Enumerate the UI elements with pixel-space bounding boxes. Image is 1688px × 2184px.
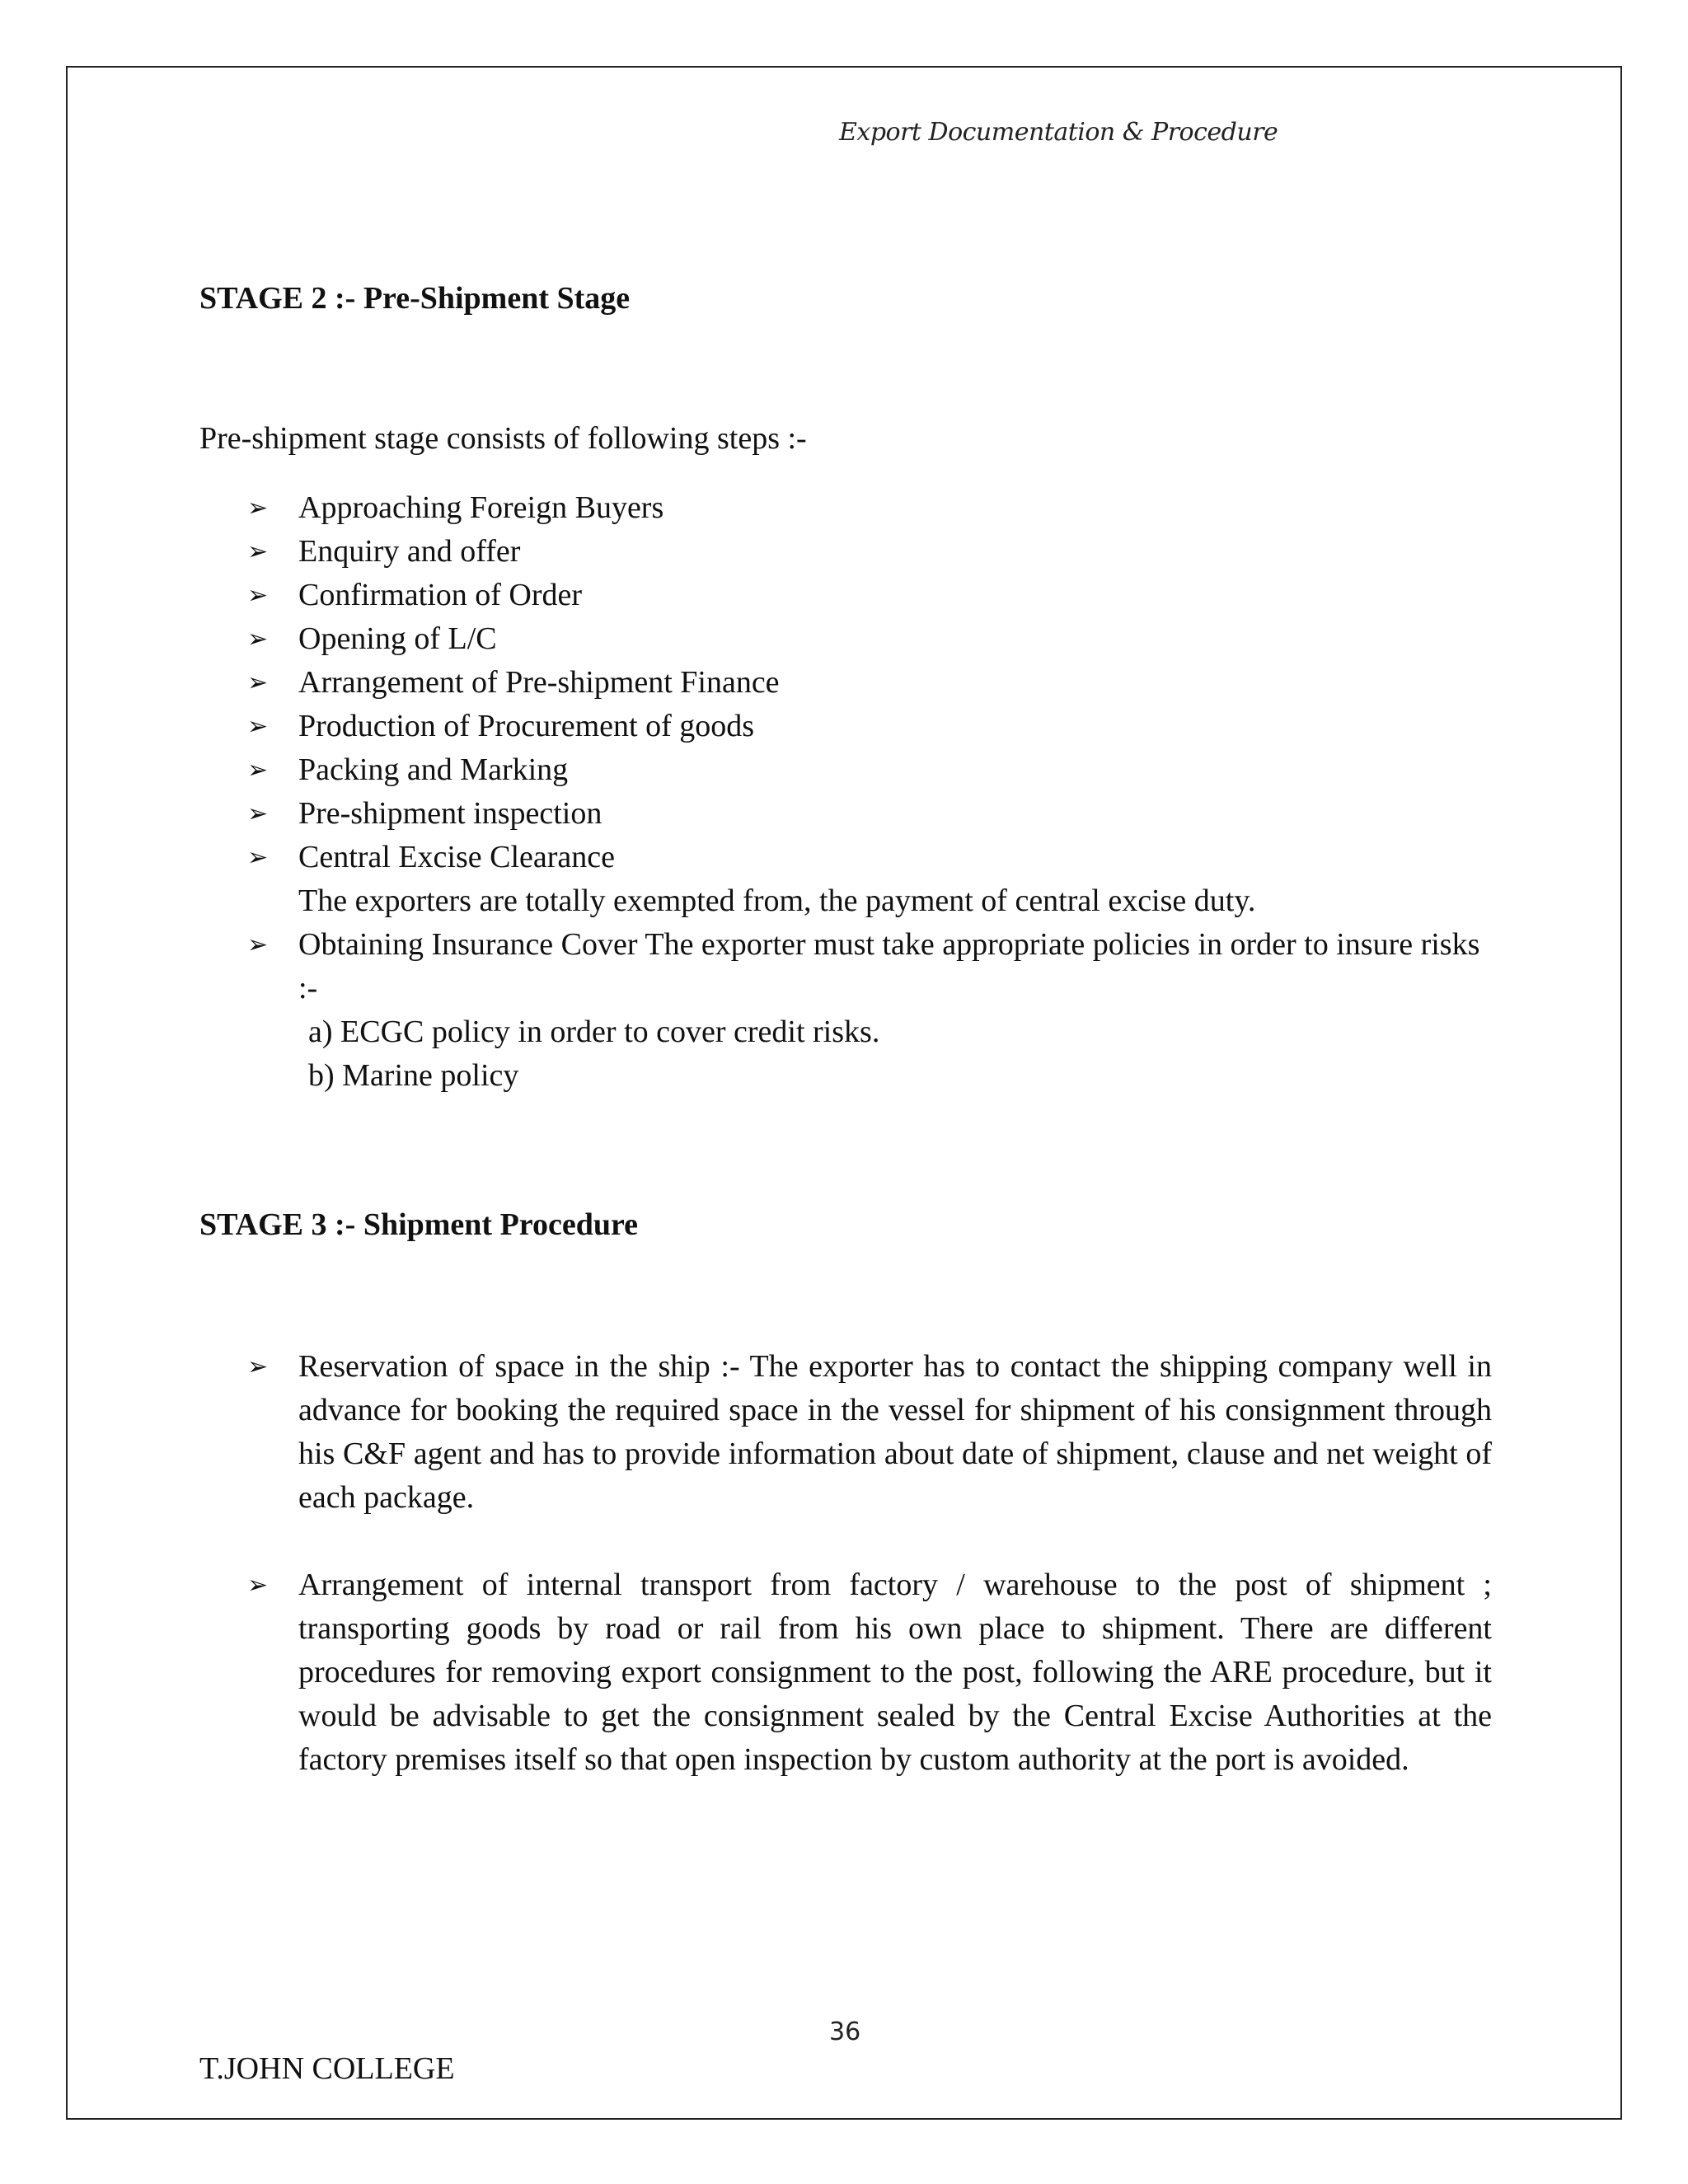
arrowhead-bullet-icon: ➢ — [247, 625, 269, 654]
list-item — [0, 530, 1492, 574]
arrowhead-bullet-icon: ➢ — [247, 1571, 269, 1600]
footer-institution: T.JOHN COLLEGE — [199, 2051, 455, 2086]
stage-3-heading: STAGE 3 :- Shipment Procedure — [199, 1207, 639, 1242]
list-item — [0, 1345, 1492, 1520]
list-item — [0, 574, 1492, 617]
arrowhead-bullet-icon: ➢ — [247, 537, 269, 566]
step-label: Central Excise Clearance — [298, 840, 616, 874]
arrowhead-bullet-icon: ➢ — [247, 1352, 269, 1381]
arrowhead-bullet-icon: ➢ — [247, 799, 269, 828]
stage-3-points-list — [0, 1345, 1492, 1782]
stage-2-steps-list — [0, 486, 1492, 1098]
step-label: Approaching Foreign Buyers — [298, 490, 664, 525]
step-label: Enquiry and offer — [298, 534, 521, 569]
shipment-point-text: Reservation of space in the ship :- The exporter has to contact the shipping company well in advance for booking the required space in the vessel for shipment of his consignment through his C&F agent and has to provide information about date of shipment, clause and net weight of each package. — [298, 1349, 1492, 1515]
step-label: Production of Procurement of goods — [298, 709, 755, 743]
arrowhead-bullet-icon: ➢ — [247, 756, 269, 785]
list-item — [0, 705, 1492, 748]
arrowhead-bullet-icon: ➢ — [247, 668, 269, 697]
arrowhead-bullet-icon: ➢ — [247, 712, 269, 741]
shipment-point-text: Arrangement of internal transport from factory / warehouse to the post of shipment ; transporting goods by road or rail from his own place to shipment. There are different procedures for removing export consignment to the post, following the ARE procedure, but it would be advisable to get the consignment sealed by the Central Excise Authorities at the factory premises itself so that open inspection by custom authority at the port is avoided. — [298, 1568, 1492, 1777]
insurance-text: Obtaining Insurance Cover The exporter must take appropriate policies in order to insure risks :- — [298, 927, 1480, 1005]
arrowhead-bullet-icon: ➢ — [247, 494, 269, 523]
running-header: Export Documentation & Procedure — [839, 118, 1278, 147]
excise-note: The exporters are totally exempted from, the payment of central excise duty. — [298, 883, 1256, 918]
step-label: Arrangement of Pre-shipment Finance — [298, 665, 780, 700]
list-item — [0, 486, 1492, 530]
arrowhead-bullet-icon: ➢ — [247, 843, 269, 872]
list-item — [0, 836, 1492, 923]
step-label: Opening of L/C — [298, 621, 497, 656]
list-item — [0, 748, 1492, 792]
list-item — [0, 617, 1492, 661]
insurance-policy-marine: b) Marine policy — [308, 1058, 519, 1093]
arrowhead-bullet-icon: ➢ — [247, 581, 269, 610]
stage-2-heading: STAGE 2 :- Pre-Shipment Stage — [199, 281, 631, 316]
stage-2-intro: Pre-shipment stage consists of following steps :- — [199, 421, 807, 456]
arrowhead-bullet-icon: ➢ — [247, 930, 269, 959]
insurance-policy-ecgc: a) ECGC policy in order to cover credit risks. — [308, 1015, 880, 1049]
list-item — [0, 792, 1492, 836]
step-label: Packing and Marking — [298, 752, 569, 787]
step-label: Pre-shipment inspection — [298, 796, 603, 831]
step-label: Confirmation of Order — [298, 578, 583, 612]
list-item — [0, 923, 1492, 1098]
list-item — [0, 661, 1492, 705]
page-number: 36 — [829, 2018, 861, 2046]
list-item — [0, 1563, 1492, 1782]
